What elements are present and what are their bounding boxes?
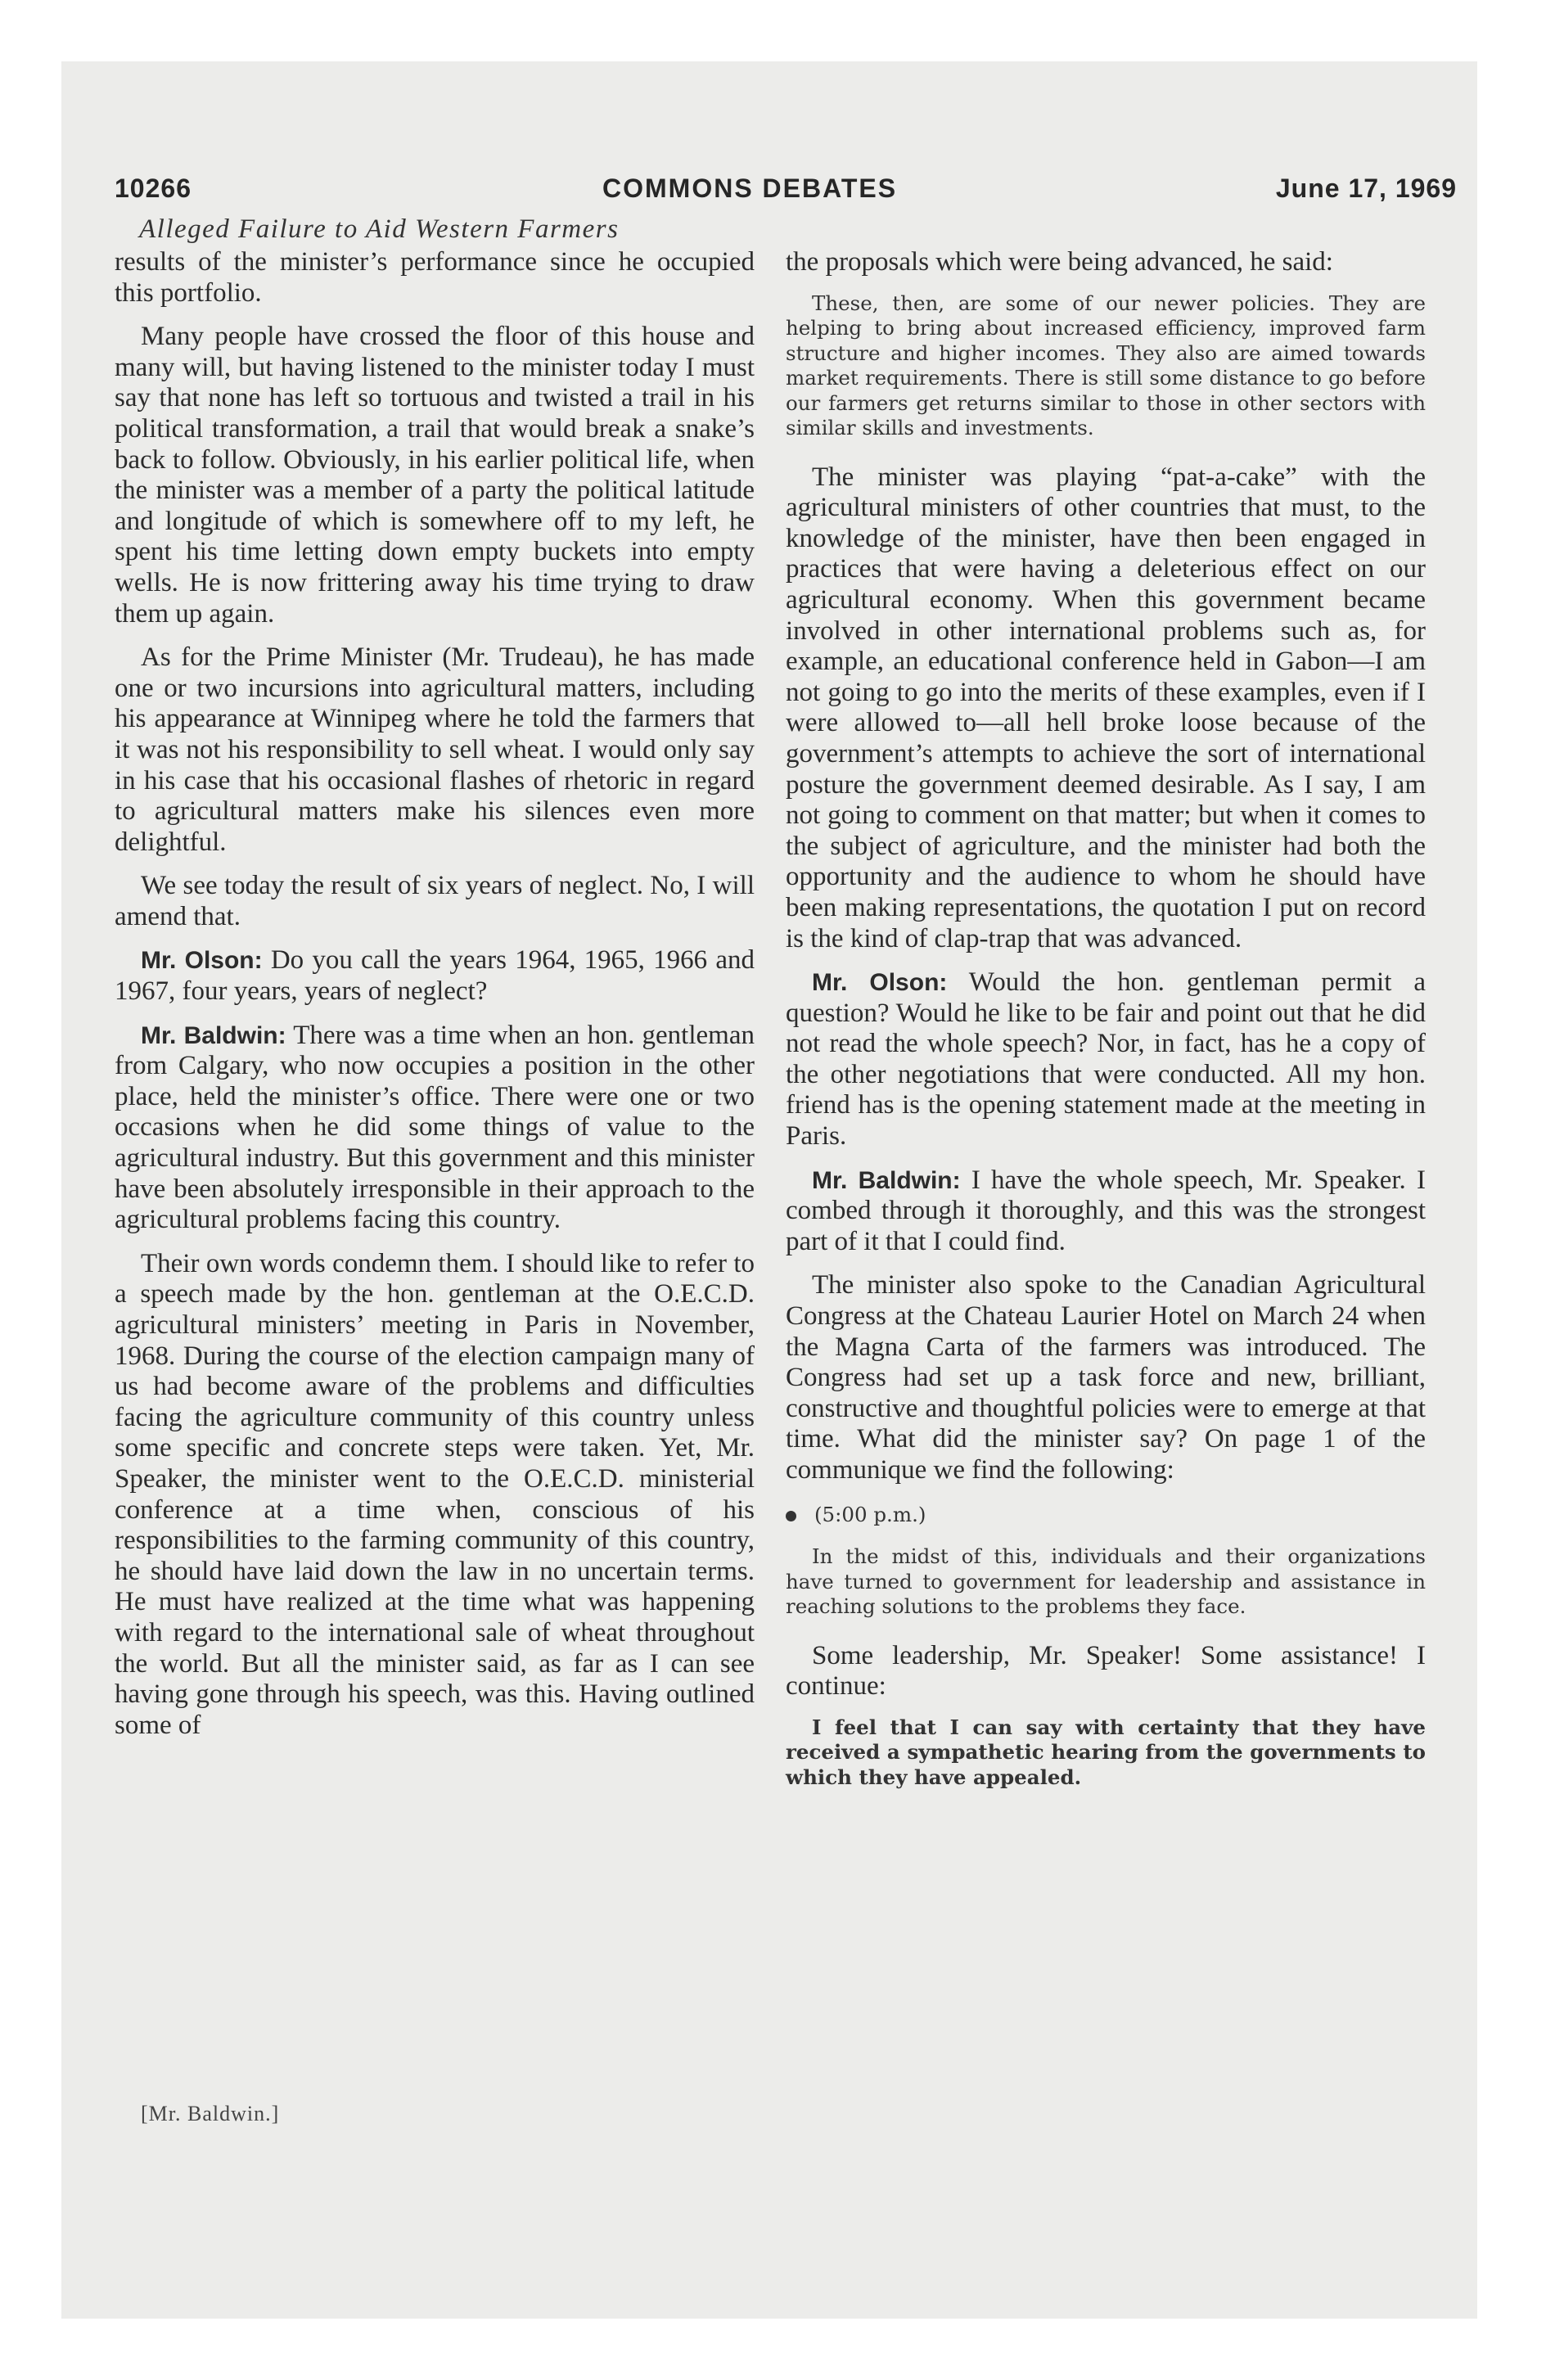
speaker-name: Mr. Baldwin: [812,1166,961,1194]
speech-text: Do you call the years 1964, 1965, 1966 and 1967, four years, years of neglect? [115,945,755,1007]
speaker-attribution: [Mr. Baldwin.] [141,2102,280,2125]
bullet-icon [786,1511,796,1521]
publication-title: COMMONS DEBATES [602,174,898,203]
right-column [786,247,1426,1811]
paragraph: the proposals which were being advanced, he said: [786,247,1333,277]
speech-paragraph [115,1021,755,1236]
speaker-name: Mr. Olson: [812,969,948,997]
speaker-name: Mr. Olson: [141,947,263,975]
paragraph: We see today the result of six years of neglect. No, I will amend that. [115,871,755,931]
speech-paragraph [786,967,1426,1152]
speech-paragraph [115,945,755,1007]
page-header [115,174,1457,214]
paragraph: As for the Prime Minister (Mr. Trudeau), he has made one or two incursions into agricultural matters, including his appearance at Winnipeg where he told the farmers that it was not his responsibility to sell wheat. I would only say in his case that his occasional flashes of rhetoric in regard to agricultural matters make his silences even more delightful. [115,642,755,857]
block-quote: These, then, are some of our newer policies. They are helping to bring about increased efficiency, improved farm structure and higher incomes. They also are aimed towards market requirements. There is still some distance to go before our farmers get returns similar to those in other sectors with similar skills and investments. [786,291,1426,440]
timestamp-text: (5:00 p.m.) [814,1502,926,1526]
paragraph: results of the minister’s performance since he occupied this portfolio. [115,247,755,308]
paragraph: The minister also spoke to the Canadian Agricultural Congress at the Chateau Laurier Hotel on March 24 when the Magna Carta of the farmers was introduced. The Congress had set up a task force and new, brilliant, constructive and thoughtful policies were to emerge at that time. What did the minister say? On page 1 of the communique we find the following: [786,1270,1426,1485]
left-column [115,247,755,1754]
speech-text: There was a time when an hon. gentleman from Calgary, who now occupies a position in the other place, held the minister’s office. There were one or two occasions when he did some things of value to the agricultural industry. But this government and this minister have been absolutely irresponsible in their approach to the agricultural problems facing this country. [115,1020,755,1235]
speaker-name: Mr. Baldwin: [141,1021,286,1049]
paragraph: Their own words condemn them. I should like to refer to a speech made by the hon. gentleman at the O.E.C.D. agricultural ministers’ meeting in Paris in November, 1968. During the course of the election campaign many of us had become aware of the problems and difficulties facing the agriculture community of this country unless some specific and concrete steps were taken. Yet, Mr. Speaker, the minister went to the O.E.C.D. ministerial conference at a time when, conscious of his responsibilities to the farming community of this country, he should have laid down the law in no uncertain terms. He must have realized at the time what was happening with regard to the international sale of wheat throughout the world. But all the minister said, as far as I can see having gone through his speech, was this. Having outlined some of [115,1248,755,1740]
block-quote: In the midst of this, individuals and their organizations have turned to government for leadership and assistance in reaching solutions to the problems they face. [786,1544,1426,1619]
paragraph: The minister was playing “pat-a-cake” with the agricultural ministers of other countries that must, to the knowledge of the minister, have then been engaged in practices that were having a deleterious effect on our agricultural economy. When this government became involved in other international problems such as, for example, an educational conference held in Gabon—I am not going to go into the merits of these examples, even if I were allowed to—all hell broke loose because of the government’s attempts to achieve the sort of international posture the government deemed desirable. As I say, I am not going to comment on that matter; but when it comes to the subject of agriculture, and the minister had both the opportunity and the audience to whom he should have been making representations, the quotation I put on record is the kind of clap-trap that was advanced. [786,462,1426,953]
paragraph: Some leadership, Mr. Speaker! Some assistance! I continue: [786,1640,1426,1702]
timestamp [786,1499,1426,1530]
block-quote: I feel that I can say with certainty that they have received a sympathetic hearing from the governments to which they have appealed. [786,1715,1426,1789]
speech-text: Would the hon. gentleman permit a question? Would he like to be fair and point out that he did not read the whole speech? Nor, in fact, has he a copy of the other negotiations that were conducted. All my hon. friend has is the opening statement made at the meeting in Paris. [786,967,1426,1152]
speech-paragraph [786,1165,1426,1258]
page-date: June 17, 1969 [1275,174,1457,203]
speech-text: I have the whole speech, Mr. Speaker. I combed through it thoroughly, and this was the strongest part of it that I could find. [786,1165,1426,1256]
paragraph: Many people have crossed the floor of this house and many will, but having listened to the minister today I must say that none has left so tortuous and twisted a trail in his political transformation, a trail that would break a snake’s back to follow. Obviously, in his earlier political life, when the minister was a member of a party the political latitude and longitude of which is somewhere off to my left, he spent his time letting down empty buckets into empty wells. He is now frittering away his time trying to draw them up again. [115,322,755,629]
page-number: 10266 [115,174,192,203]
section-subtitle: Alleged Failure to Aid Western Farmers [139,214,620,244]
